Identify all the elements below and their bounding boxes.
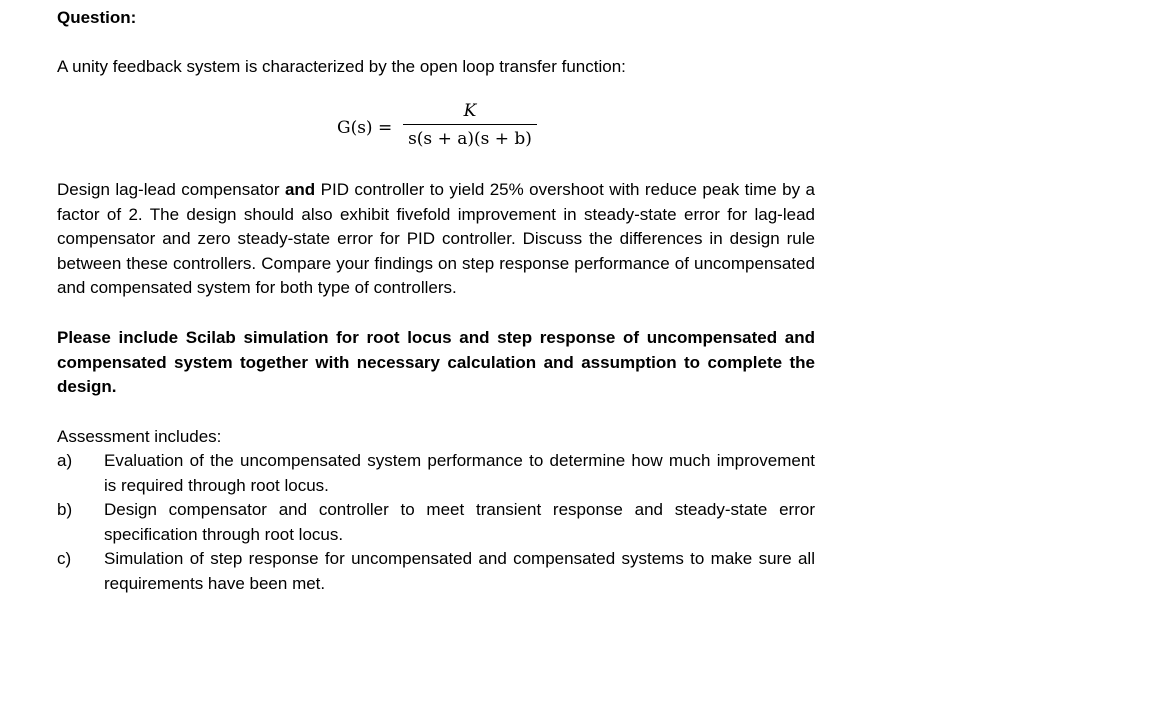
design-text-rest: PID controller to yield 25% overshoot with reduce peak time by a factor of 2. The design should also exhibit fivefold improvement in steady-state error for lag-lead compensator and zero steady-state error for PID controller. Discuss the differences in design rule between these controllers. Compare your findings on step response performance of uncompensated and compensated system for both type of controllers. [57,180,815,297]
assessment-item-text: Simulation of step response for uncompensated and compensated systems to make sure all requirements have been met. [104,549,815,593]
scilab-instruction-paragraph: Please include Scilab simulation for root locus and step response of uncompensated and compensated system together with necessary calculation and assumption to complete the design. [57,328,815,396]
assessment-item [57,498,815,547]
assessment-item [57,547,815,596]
question-heading: Question: [57,8,137,27]
assessment-item-marker: c) [57,549,72,568]
intro-text: A unity feedback system is characterized by the open loop transfer function: [57,57,626,76]
design-text-bold: and [284,180,316,199]
equation-numerator: K [463,101,477,121]
equation-lhs: G(s) = [337,118,393,138]
assessment-item-text: Design compensator and controller to meet transient response and steady-state error specification through root locus. [104,500,815,544]
transfer-function-equation [337,100,557,156]
equation-fraction [403,100,537,150]
assessment-item-marker: b) [57,500,73,519]
design-text-start: Design lag-lead compensator [57,180,285,199]
equation-denominator: s(s + a)(s + b) [408,129,532,149]
assessment-item-marker: a) [57,451,73,470]
assessment-item-text: Evaluation of the uncompensated system performance to determine how much improvement is required through root locus. [104,451,815,495]
fraction-bar [403,124,537,125]
assessment-list [57,449,815,596]
assessment-item [57,449,815,498]
design-paragraph [57,178,815,301]
assessment-title: Assessment includes: [57,427,222,446]
